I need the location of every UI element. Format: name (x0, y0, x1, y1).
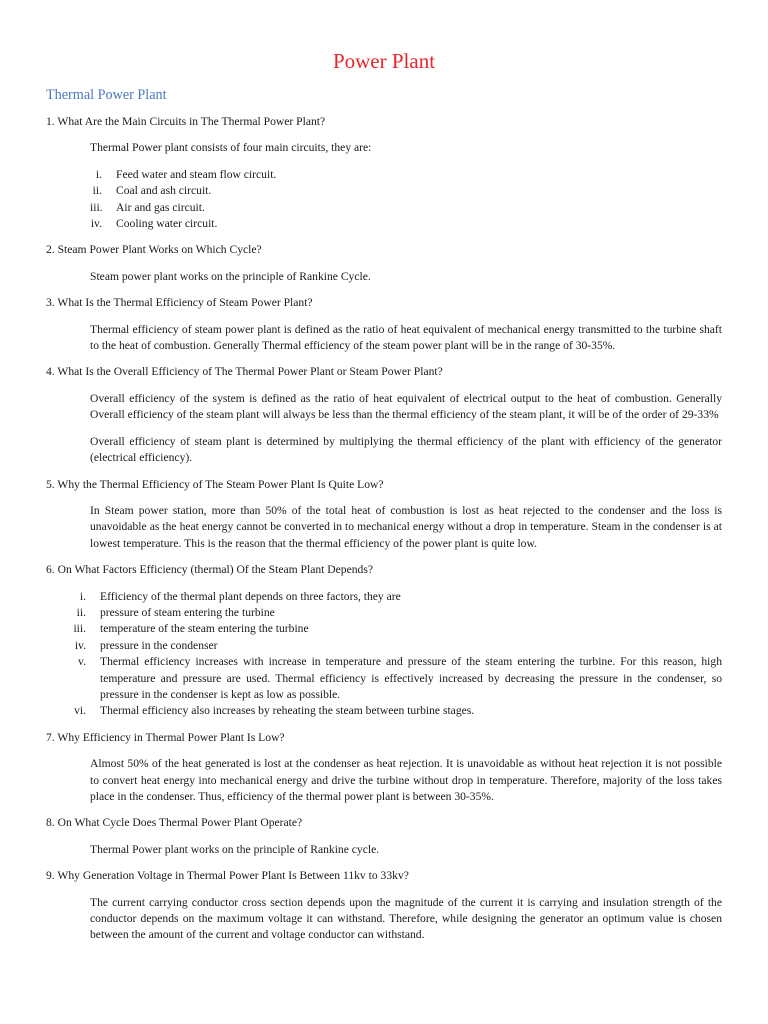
answer-3: Thermal efficiency of steam power plant is defined as the ratio of heat equivalent of mechanical energy transmitted to the turbine shaft to the heat of combustion. Generally Thermal efficiency of the steam power plant will be in the range of 30-35%. (90, 322, 722, 353)
section-heading: Thermal Power Plant (46, 87, 167, 103)
list-item: iv. Cooling water circuit. (90, 217, 218, 231)
document-body (46, 114, 722, 954)
answer-8: Thermal Power plant works on the principle of Rankine cycle. (90, 842, 380, 856)
answer-4-para-2: Overall efficiency of steam plant is determined by multiplying the thermal efficiency of the plant with efficiency of the generator (electrical efficiency). (90, 434, 722, 465)
list-item: v. Thermal efficiency increases with increase in temperature and pressure of the steam entering the turbine. For this reason, high temperature and pressure are used. Thermal efficiency is effectively increased by decreasing the pressure in the condenser, so pressure in the condenser is kept as low as possible. (78, 655, 722, 701)
answer-4-para-1: Overall efficiency of the system is defined as the ratio of heat equivalent of electrical output to the heat of combustion. Generally Overall efficiency of the steam plant will always be less than the thermal efficiency of the steam plant, it will be of the order of 29-33% (90, 391, 722, 422)
answer-9: The current carrying conductor cross section depends upon the magnitude of the current it is carrying and insulation strength of the conductor depends on the maximum voltage it can withstand. Therefore, while designing the generator an optimum value is chosen between the amount of the current and voltage conductor can withstand. (90, 895, 722, 942)
list-item: i. Efficiency of the thermal plant depends on three factors, they are (79, 589, 401, 603)
answer-2: Steam power plant works on the principle of Rankine Cycle. (90, 269, 371, 283)
list-item: i. Feed water and steam flow circuit. (95, 167, 277, 181)
question-1: 1. What Are the Main Circuits in The Thermal Power Plant? (46, 115, 326, 128)
page-title: Power Plant (332, 49, 436, 73)
question-3: 3. What Is the Thermal Efficiency of Steam Power Plant? (46, 296, 313, 310)
list-item: iii. Air and gas circuit. (90, 200, 205, 214)
answer-6-list (46, 589, 722, 720)
question-8: 8. On What Cycle Does Thermal Power Plant Operate? (46, 816, 303, 830)
question-4: 4. What Is the Overall Efficiency of The Thermal Power Plant or Steam Power Plant? (46, 365, 443, 379)
question-6: 6. On What Factors Efficiency (thermal) Of the Steam Plant Depends? (46, 563, 373, 577)
question-2: 2. Steam Power Plant Works on Which Cycle? (46, 243, 262, 257)
list-item: iv. pressure in the condenser (74, 638, 218, 652)
list-item: ii. Coal and ash circuit. (92, 184, 212, 198)
question-5: 5. Why the Thermal Efficiency of The Steam Power Plant Is Quite Low? (46, 477, 384, 491)
question-9: 9. Why Generation Voltage in Thermal Power Plant Is Between 11kv to 33kv? (46, 869, 409, 883)
question-7: 7. Why Efficiency in Thermal Power Plant Is Low? (46, 730, 285, 744)
answer-5: In Steam power station, more than 50% of the total heat of combustion is lost as heat rejected to the condenser and the loss is unavoidable as the heat energy cannot be converted in to mechanical energy without a drop in temperature. Steam in the condenser is at lowest temperature. This is the reason that the thermal efficiency of the power plant is quite low. (90, 503, 722, 550)
answer-7: Almost 50% of the heat generated is lost at the condenser as heat rejection. It is unavoidable as without heat rejection it is not possible to convert heat energy into mechanical energy and drive the turbine without drop in temperature. Therefore, majority of the loss takes place in the condenser. Thus, efficiency of the thermal power plant is between 30-35%. (90, 757, 722, 803)
list-item: ii. pressure of steam entering the turbine (76, 605, 275, 619)
answer-1-intro: Thermal Power plant consists of four main circuits, they are: (90, 141, 372, 155)
list-item: iii. temperature of the steam entering the turbine (73, 622, 309, 636)
answer-1-list (90, 167, 722, 233)
list-item: vi. Thermal efficiency also increases by reheating the steam between turbine stages. (74, 704, 475, 718)
